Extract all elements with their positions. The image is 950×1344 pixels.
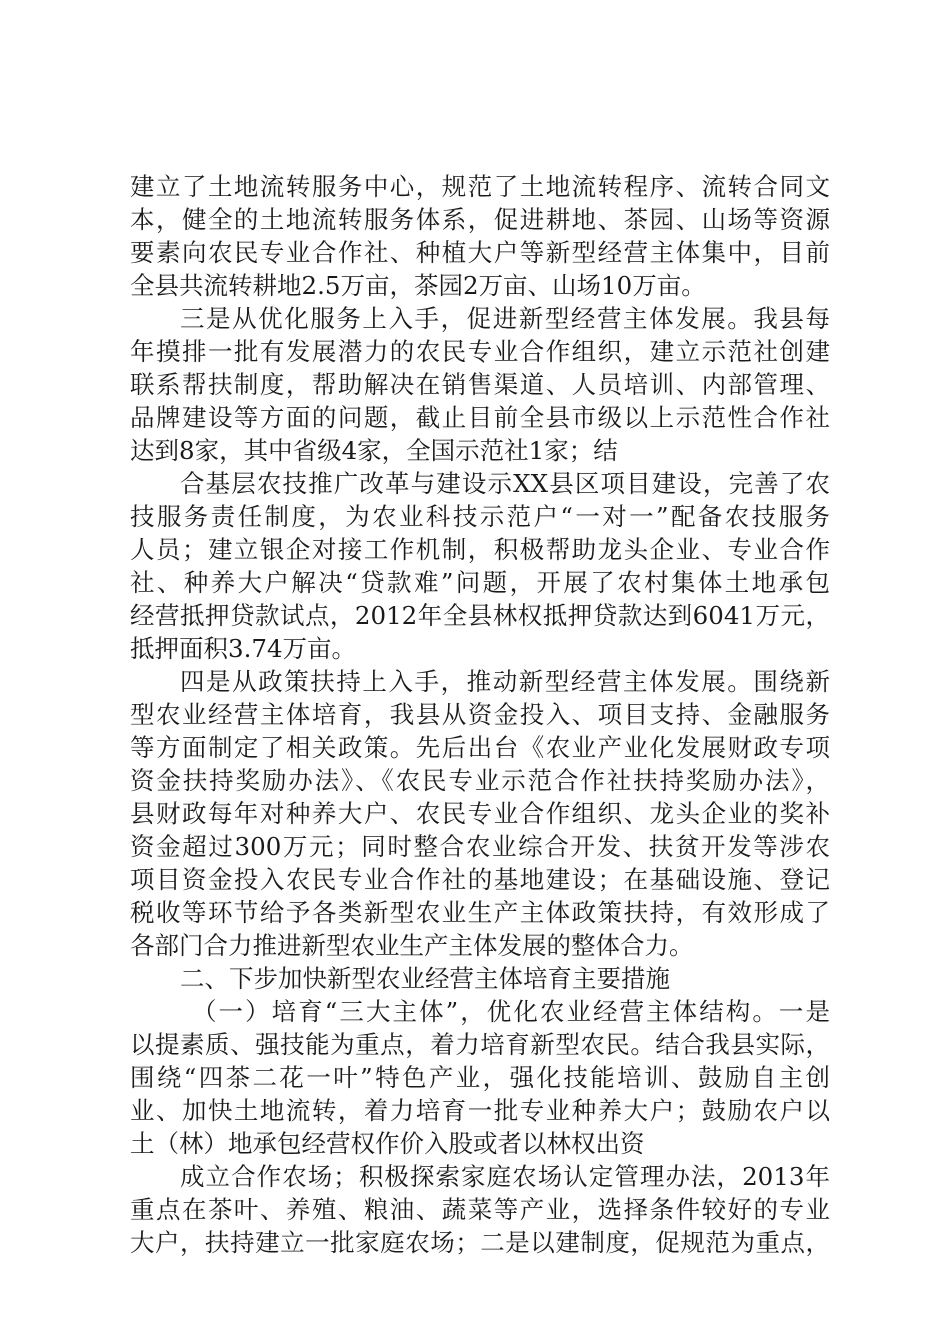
text-line: 以提素质、强技能为重点，着力培育新型农民。结合我县实际， <box>130 1030 830 1059</box>
text-line: 土（林）地承包经营权作价入股或者以林权出资 <box>130 1129 645 1158</box>
text-line: 本，健全的土地流转服务体系，促进耕地、茶园、山场等资源 <box>130 205 830 234</box>
text-line: 要素向农民专业合作社、种植大户等新型经营主体集中，目前 <box>130 238 830 267</box>
text-line: 建立了土地流转服务中心，规范了土地流转程序、流转合同文 <box>130 172 830 201</box>
text-line: 围绕“四茶二花一叶”特色产业，强化技能培训、鼓励自主创 <box>130 1063 830 1092</box>
text-line: 三是从优化服务上入手，促进新型经营主体发展。我县每 <box>180 304 830 333</box>
text-line: 型农业经营主体培育，我县从资金投入、项目支持、金融服务 <box>130 700 830 729</box>
text-line: 四是从政策扶持上入手，推动新型经营主体发展。围绕新 <box>180 667 830 696</box>
text-line: 资金超过300万元；同时整合农业综合开发、扶贫开发等涉农 <box>130 832 830 861</box>
text-line: （一）培育“三大主体”，优化农业经营主体结构。一是 <box>192 997 830 1026</box>
text-line: 重点在茶叶、养殖、粮油、蔬菜等产业，选择条件较好的专业 <box>130 1195 830 1224</box>
text-line: 资金扶持奖励办法》、《农民专业示范合作社扶持奖励办法》， <box>130 766 830 795</box>
text-line: 项目资金投入农民专业合作社的基地建设；在基础设施、登记 <box>130 865 830 894</box>
text-line: 税收等环节给予各类新型农业生产主体政策扶持，有效形成了 <box>130 898 830 927</box>
text-line: 成立合作农场；积极探索家庭农场认定管理办法，2013年 <box>180 1162 830 1191</box>
text-line: 各部门合力推进新型农业生产主体发展的整体合力。 <box>130 931 694 960</box>
section-heading: 二、下步加快新型农业经营主体培育主要措施 <box>180 964 670 993</box>
text-line: 业、加快土地流转，着力培育一批专业种养大户；鼓励农户以 <box>130 1096 830 1125</box>
text-line: 品牌建设等方面的问题，截止目前全县市级以上示范性合作社 <box>130 403 830 432</box>
text-line: 年摸排一批有发展潜力的农民专业合作组织，建立示范社创建 <box>130 337 830 366</box>
text-line: 等方面制定了相关政策。先后出台《农业产业化发展财政专项 <box>130 733 830 762</box>
text-line: 抵押面积3.74万亩。 <box>130 634 357 663</box>
document-body <box>130 170 830 1259</box>
text-line: 达到8家，其中省级4家，全国示范社1家；结 <box>130 436 618 465</box>
text-line: 联系帮扶制度，帮助解决在销售渠道、人员培训、内部管理、 <box>130 370 830 399</box>
text-line: 技服务责任制度，为农业科技示范户“一对一”配备农技服务 <box>130 502 830 531</box>
text-line: 大户，扶持建立一批家庭农场；二是以建制度，促规范为重点， <box>130 1228 830 1257</box>
text-line: 县财政每年对种养大户、农民专业合作组织、龙头企业的奖补 <box>130 799 830 828</box>
text-line: 合基层农技推广改革与建设示XX县区项目建设，完善了农 <box>180 469 830 498</box>
text-line: 经营抵押贷款试点，2012年全县林权抵押贷款达到6041万元， <box>130 601 830 630</box>
text-line: 人员；建立银企对接工作机制，积极帮助龙头企业、专业合作 <box>130 535 830 564</box>
text-line: 社、种养大户解决“贷款难”问题，开展了农村集体土地承包 <box>130 568 830 597</box>
text-line: 全县共流转耕地2.5万亩，茶园2万亩、山场10万亩。 <box>130 271 706 300</box>
